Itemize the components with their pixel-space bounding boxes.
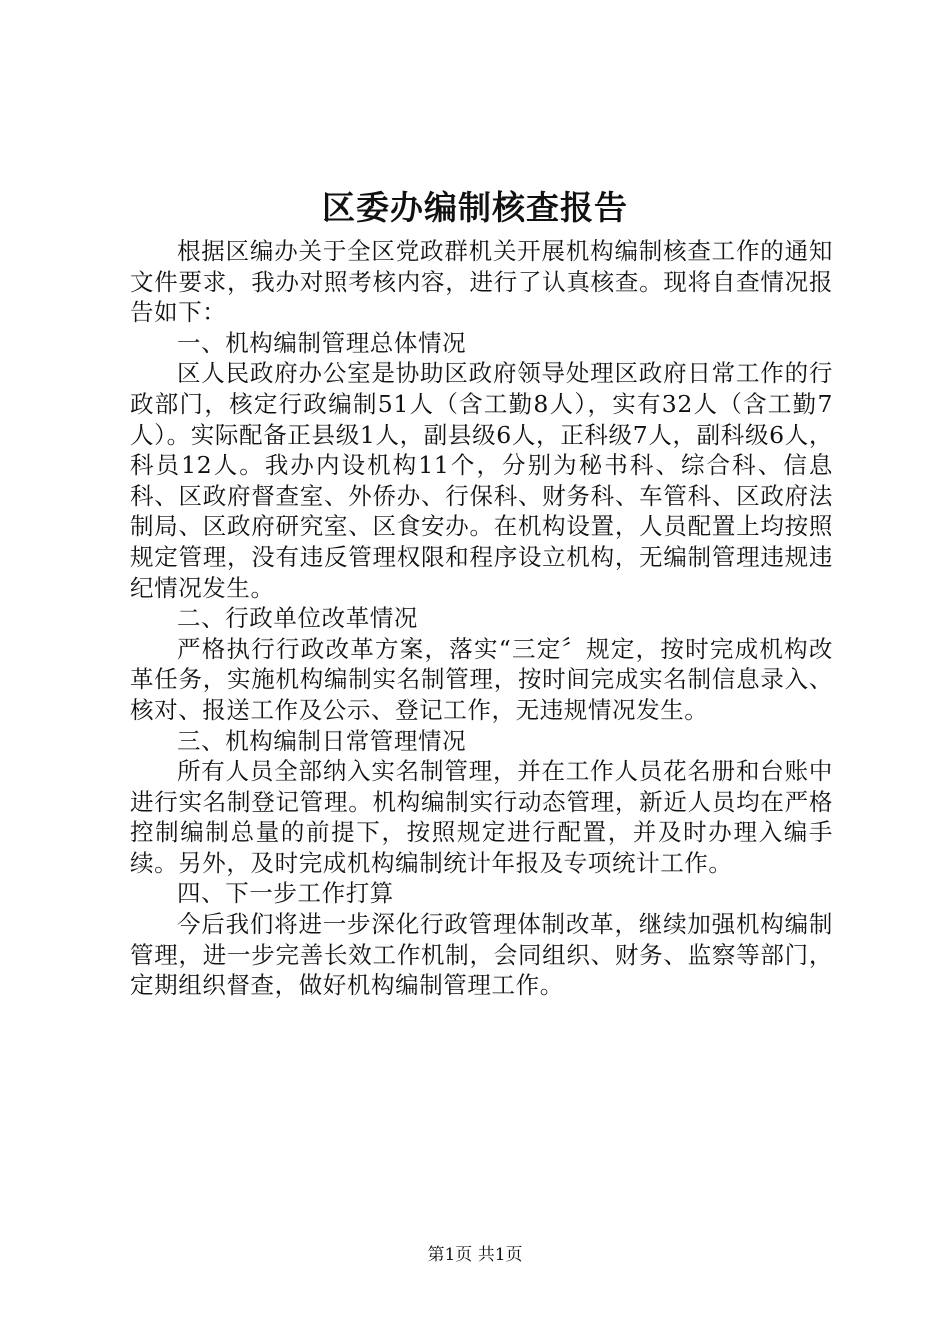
section-paragraph: 区人民政府办公室是协助区政府领导处理区政府日常工作的行政部门，核定行政编制51人（含工勤8人），实有32人（含工勤7人）。实际配备正县级1人，副县级6人，正科级7人，副科级6人，科员12人。我办内设机构11个，分别为秘书科、综合科、信息科、区政府督查室、外侨办、行保科、财务科、车管科、区政府法制局、区政府研究室、区食安办。在机构设置，人员配置上均按照规定管理，没有违反管理权限和程序设立机构，无编制管理违规违纪情况发生。 <box>130 359 833 602</box>
section-heading: 三、机构编制日常管理情况 <box>177 726 467 755</box>
page-number-footer: 第1页 共1页 <box>427 1245 523 1265</box>
section-heading: 四、下一步工作打算 <box>177 879 394 908</box>
section-paragraph: 今后我们将进一步深化行政管理体制改革，继续加强机构编制管理，进一步完善长效工作机制，会同组织、财务、监察等部门，定期组织督查，做好机构编制管理工作。 <box>130 910 833 1000</box>
section-heading: 二、行政单位改革情况 <box>177 604 418 633</box>
document-body <box>130 236 833 1001</box>
section-paragraph: 严格执行行政改革方案，落实“三定〞规定，按时完成机构改革任务，实施机构编制实名制管理，按时间完成实名制信息录入、核对、报送工作及公示、登记工作，无违规情况发生。 <box>130 634 833 724</box>
intro-paragraph: 根据区编办关于全区党政群机关开展机构编制核查工作的通知文件要求，我办对照考核内容，进行了认真核查。现将自查情况报告如下： <box>130 237 833 327</box>
section-heading: 一、机构编制管理总体情况 <box>177 328 467 357</box>
document-title: 区委办编制核查报告 <box>322 188 628 227</box>
section-paragraph: 所有人员全部纳入实名制管理，并在工作人员花名册和台账中进行实名制登记管理。机构编制实行动态管理，新近人员均在严格控制编制总量的前提下，按照规定进行配置，并及时办理入编手续。另外，及时完成机构编制统计年报及专项统计工作。 <box>130 757 833 877</box>
